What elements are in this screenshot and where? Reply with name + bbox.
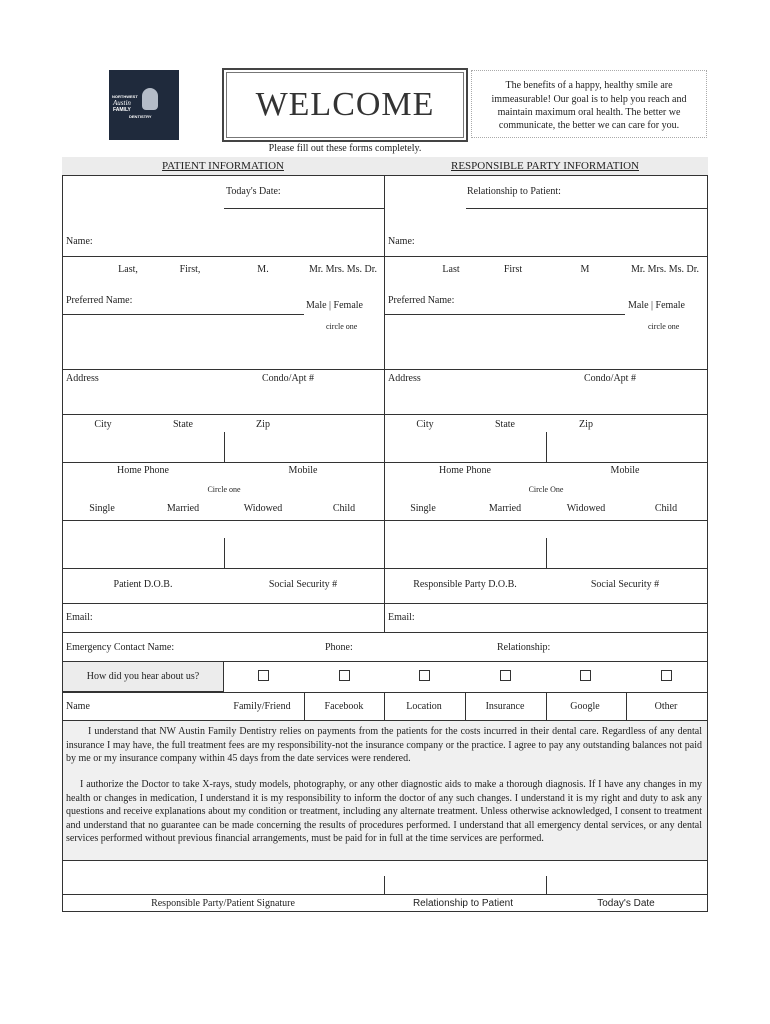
responsible-home-phone-label: Home Phone: [439, 465, 491, 476]
agreement-paragraph-2: I authorize the Doctor to take X-rays, study models, photography, or any other diagnostic aids to make a thorough diagnosis. If I have any changes in my health or changes in medication, I understand it is my responsibility to inform the doctor of any such changes. I understand it is my right and duty to ask any questions and receive explanations about my condition or treatment, including any alternate treatment. Unless otherwise acknowledged, I consent to treatment and understand that no guarantee can be made concerning the results of procedures performed. I understand that all emergency dental services, or any dental services performed without previous financial arrangements, must be paid for in full at the time services are performed.: [66, 779, 702, 844]
practice-logo: [109, 70, 179, 140]
patient-condo-label: Condo/Apt #: [262, 373, 314, 384]
signature-label: Responsible Party/Patient Signature: [151, 898, 295, 909]
responsible-last-label: Last: [442, 264, 460, 275]
responsible-gender-options[interactable]: Male | Female: [628, 300, 685, 311]
benefits-line-3: maintain maximum oral health. The better we: [497, 107, 681, 118]
google-label: Google: [570, 701, 600, 712]
responsible-titles-label: Mr. Mrs. Ms. Dr.: [630, 264, 700, 275]
family-friend-label: Family/Friend: [233, 701, 291, 712]
signature-date-label: Today's Date: [597, 898, 655, 909]
responsible-dob-label: Responsible Party D.O.B.: [413, 579, 517, 590]
responsible-status-circle-one: Circle One: [528, 485, 564, 494]
logo-line-2: Austin: [113, 99, 131, 107]
patient-gender-circle-one: circle one: [326, 322, 358, 331]
benefits-line-1: The benefits of a happy, healthy smile are: [505, 80, 673, 91]
patient-child-option[interactable]: Child: [332, 503, 356, 514]
welcome-title: WELCOME: [255, 86, 435, 123]
patient-married-option[interactable]: Married: [166, 503, 200, 514]
patient-mobile-label: Mobile: [288, 465, 318, 476]
welcome-box: [222, 68, 468, 142]
insurance-label: Insurance: [485, 701, 525, 712]
responsible-child-option[interactable]: Child: [654, 503, 678, 514]
responsible-widowed-option[interactable]: Widowed: [566, 503, 606, 514]
responsible-email-label: Email:: [388, 612, 415, 623]
google-checkbox[interactable]: [580, 670, 591, 681]
patient-home-phone-label: Home Phone: [117, 465, 169, 476]
patient-last-label: Last,: [118, 264, 138, 275]
responsible-address-label: Address: [388, 373, 421, 384]
responsible-gender-circle-one: circle one: [648, 322, 680, 331]
logo-line-4: DENTISTRY: [129, 114, 152, 119]
patient-preferred-name-label: Preferred Name:: [66, 295, 133, 306]
emergency-phone-label: Phone:: [325, 642, 353, 653]
responsible-state-label: State: [495, 419, 515, 430]
agreement-paragraph-1: I understand that NW Austin Family Dentistry relies on payments from the patients for the costs incurred in their dental care. Regardless of any dental insurance I may have, the full treatment fees are my responsibility-not the insurance company or the practice. I agree to pay any outstanding balances not paid by me or my insurance company within 45 days from the date services were rendered.: [66, 726, 702, 764]
todays-date-label: Today's Date:: [226, 186, 281, 197]
responsible-preferred-name-field[interactable]: [385, 314, 625, 315]
patient-city-label: City: [94, 419, 112, 430]
responsible-single-option[interactable]: Single: [410, 503, 436, 514]
responsible-first-label: First: [503, 264, 523, 275]
emergency-relationship-label: Relationship:: [497, 642, 551, 653]
insurance-checkbox[interactable]: [500, 670, 511, 681]
instructions: Please fill out these forms completely.: [268, 143, 422, 154]
patient-m-label: M.: [257, 264, 269, 275]
benefits-line-2: immeasurable! Our goal is to help you reach and: [491, 94, 687, 105]
responsible-m-label: M: [580, 264, 590, 275]
patient-titles-label: Mr. Mrs. Ms. Dr.: [308, 264, 378, 275]
relationship-to-patient-label: Relationship to Patient:: [467, 186, 561, 197]
location-checkbox[interactable]: [419, 670, 430, 681]
patient-status-circle-one: Circle one: [207, 485, 241, 494]
patient-address-label: Address: [66, 373, 99, 384]
signature-field[interactable]: [63, 861, 383, 893]
patient-info-title: PATIENT INFORMATION: [162, 160, 284, 172]
responsible-name-label: Name:: [388, 236, 415, 247]
patient-widowed-option[interactable]: Widowed: [243, 503, 283, 514]
logo-tooth-icon: [142, 88, 158, 110]
facebook-checkbox[interactable]: [339, 670, 350, 681]
patient-state-label: State: [173, 419, 193, 430]
patient-dob-label: Patient D.O.B.: [113, 579, 173, 590]
patient-preferred-name-field[interactable]: [62, 314, 304, 315]
benefits-box: [471, 70, 707, 138]
responsible-ssn-label: Social Security #: [590, 579, 660, 590]
patient-single-option[interactable]: Single: [89, 503, 115, 514]
referral-question: How did you hear about us?: [86, 671, 200, 682]
logo-line-3: FAMILY: [113, 107, 131, 113]
responsible-info-title: RESPONSIBLE PARTY INFORMATION: [451, 160, 639, 172]
patient-first-label: First,: [179, 264, 201, 275]
other-label: Other: [654, 701, 678, 712]
logo-line-1: NORTHWEST: [112, 94, 138, 99]
responsible-married-option[interactable]: Married: [488, 503, 522, 514]
patient-ssn-label: Social Security #: [268, 579, 338, 590]
responsible-city-label: City: [416, 419, 434, 430]
family-friend-checkbox[interactable]: [258, 670, 269, 681]
other-checkbox[interactable]: [661, 670, 672, 681]
responsible-condo-label: Condo/Apt #: [584, 373, 636, 384]
signature-relationship-label: Relationship to Patient: [412, 898, 514, 909]
patient-name-label: Name:: [66, 236, 93, 247]
responsible-mobile-label: Mobile: [610, 465, 640, 476]
patient-zip-label: Zip: [256, 419, 270, 430]
patient-email-label: Email:: [66, 612, 93, 623]
facebook-label: Facebook: [324, 701, 364, 712]
referral-name-label: Name: [66, 701, 90, 712]
responsible-preferred-name-label: Preferred Name:: [388, 295, 455, 306]
patient-gender-options[interactable]: Male | Female: [306, 300, 363, 311]
relationship-to-patient-field[interactable]: [466, 208, 707, 209]
benefits-line-4: communicate, the better we can care for you.: [498, 120, 680, 131]
todays-date-field[interactable]: [224, 208, 384, 209]
emergency-contact-label: Emergency Contact Name:: [66, 642, 175, 653]
location-label: Location: [406, 701, 442, 712]
responsible-zip-label: Zip: [579, 419, 593, 430]
